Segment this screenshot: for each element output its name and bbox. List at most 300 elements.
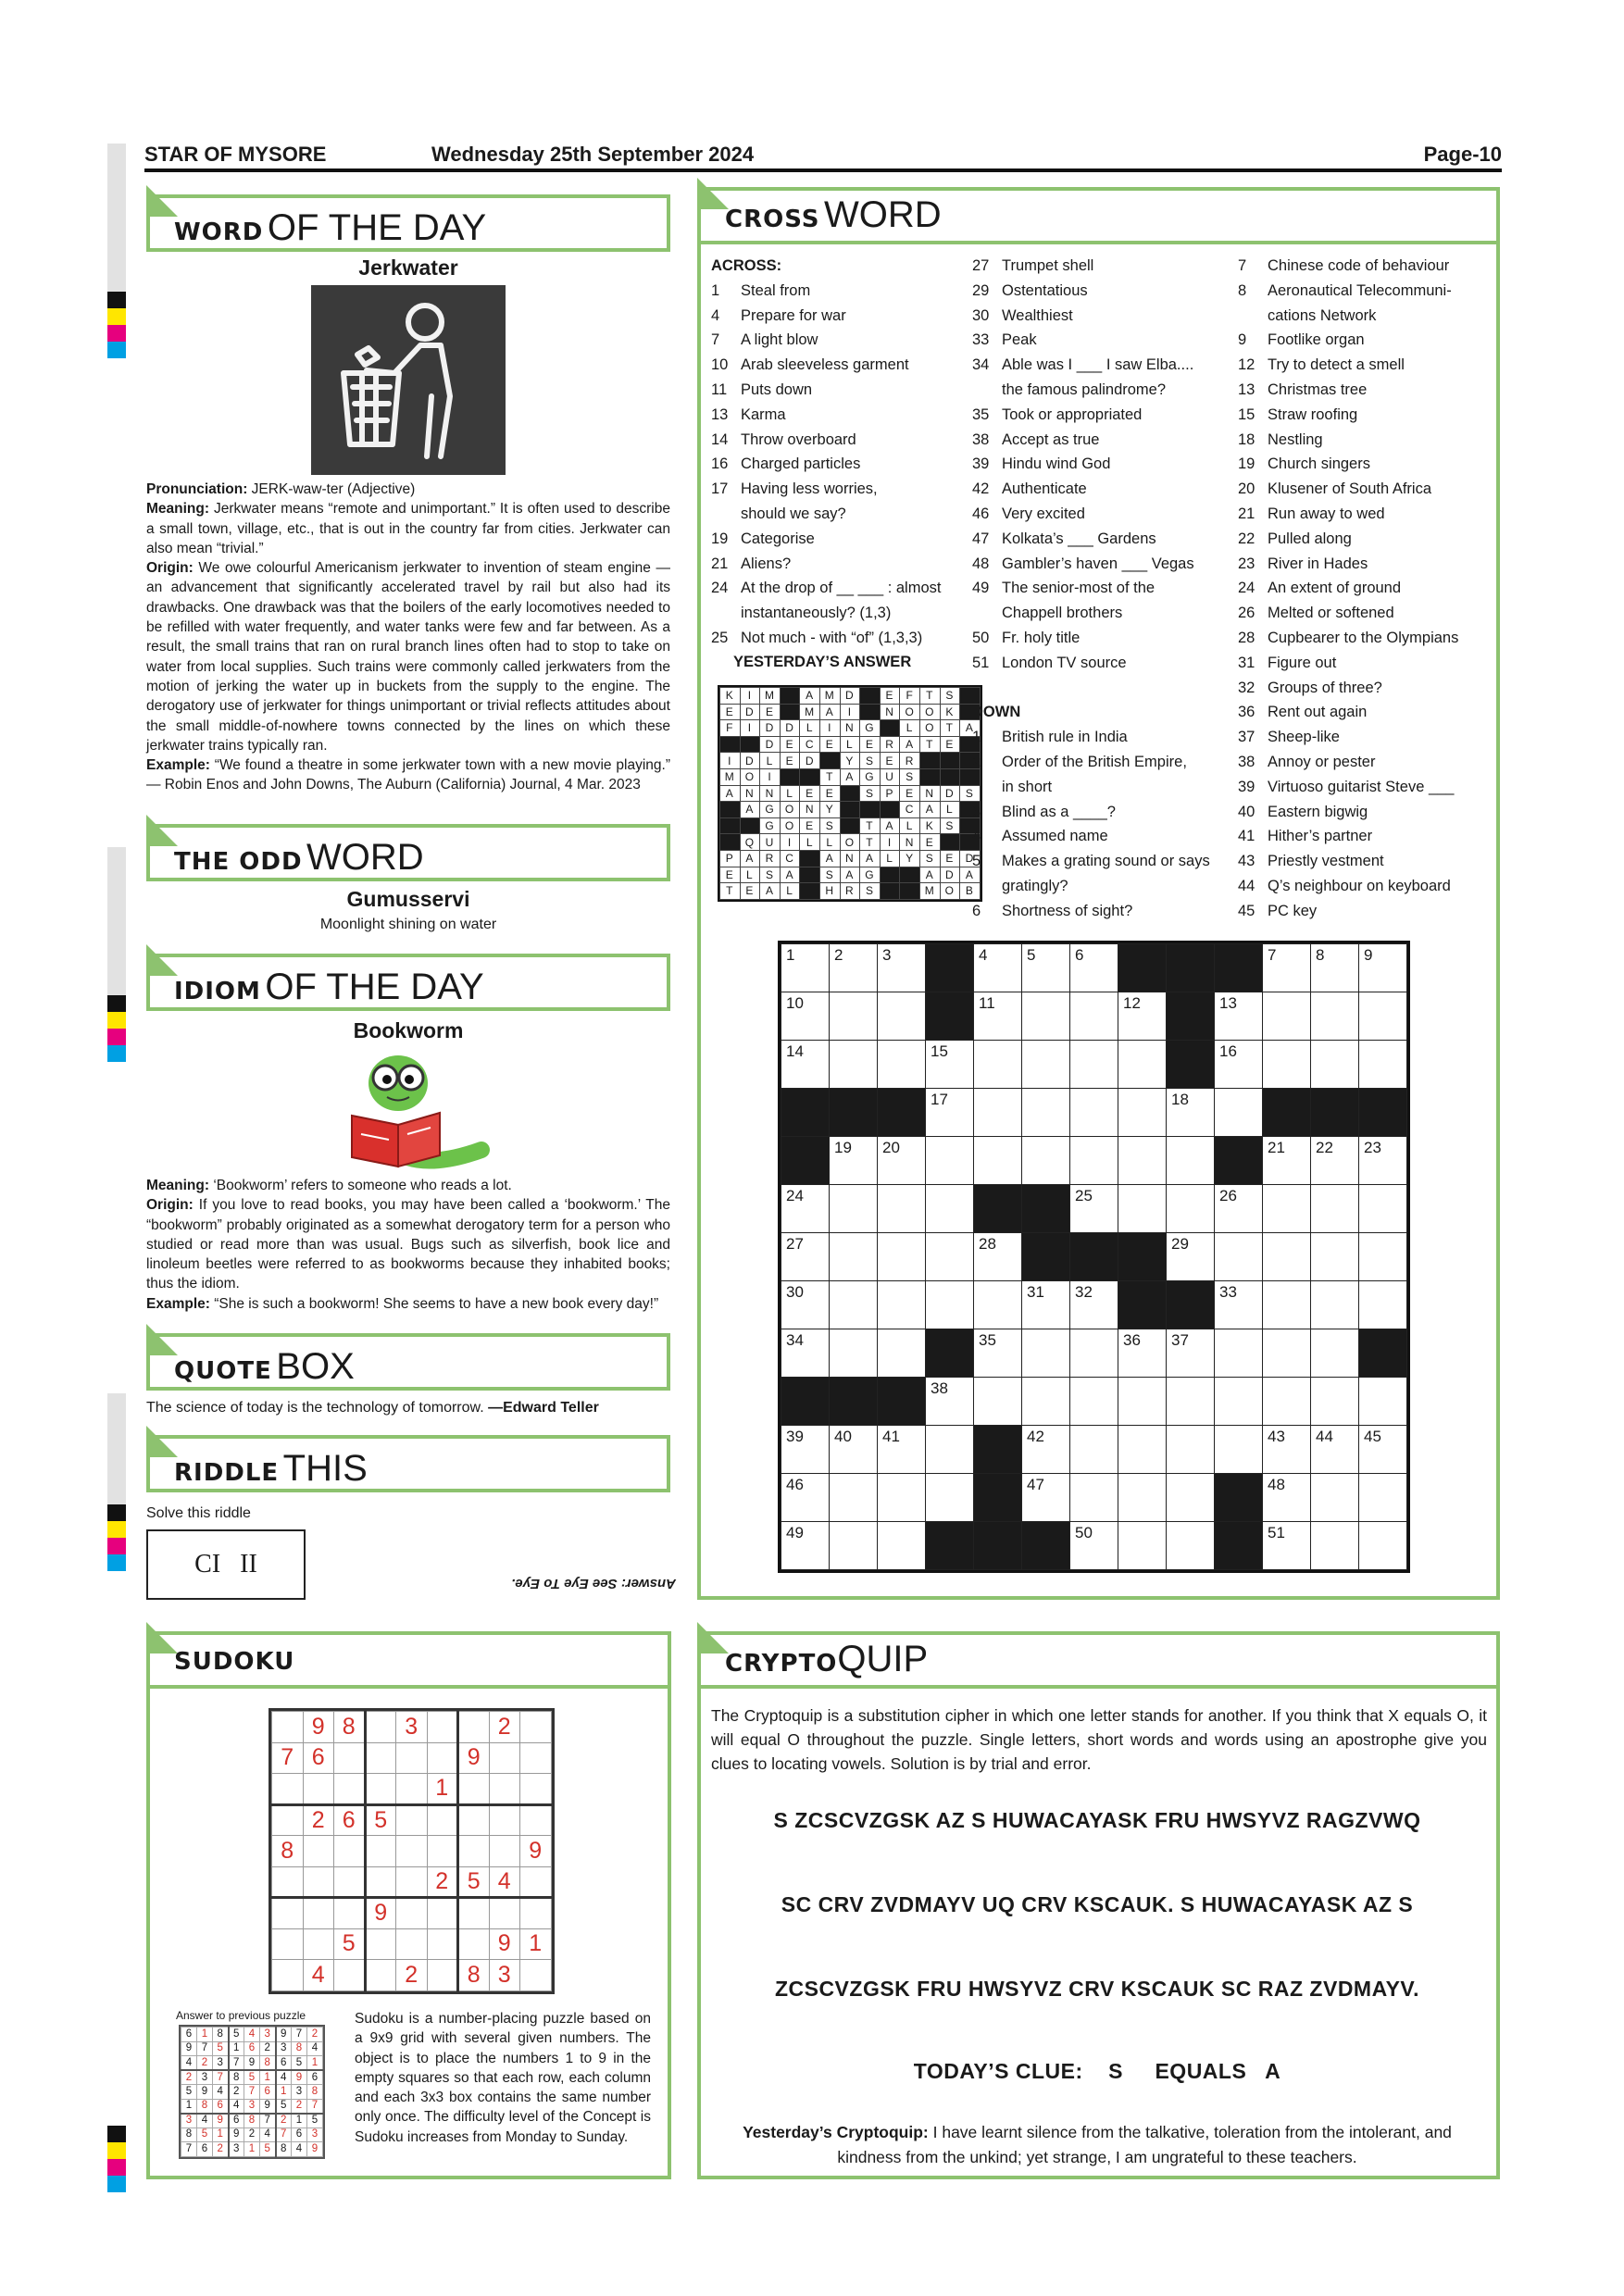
crossword-cell[interactable] (1070, 1041, 1118, 1089)
crossword-cell[interactable] (1167, 1426, 1215, 1474)
sudoku-cell[interactable] (365, 1774, 396, 1805)
answer-cell: M (720, 768, 741, 785)
sudoku-cell[interactable] (427, 1928, 458, 1960)
crossword-cell[interactable] (1311, 1233, 1359, 1281)
crossword-black-cell (1118, 944, 1167, 992)
answer-cell: L (900, 817, 920, 834)
sudoku-cell[interactable] (396, 1804, 428, 1836)
sudoku-cell[interactable] (396, 1742, 428, 1774)
sudoku-cell[interactable]: 9 (458, 1742, 490, 1774)
sudoku-cell[interactable] (365, 1742, 396, 1774)
crossword-cell[interactable]: 46 (781, 1474, 830, 1522)
sudoku-cell[interactable]: 2 (396, 1960, 428, 1991)
crossword-cell[interactable] (878, 992, 926, 1041)
crossword-cell[interactable] (1118, 1137, 1167, 1185)
crossword-cell[interactable]: 17 (926, 1089, 974, 1137)
sudoku-cell[interactable] (520, 1960, 552, 1991)
sudoku-cell[interactable] (520, 1774, 552, 1805)
crossword-cell[interactable] (1215, 1089, 1263, 1137)
previous-answer-cell: 4 (197, 2114, 213, 2128)
previous-answer-cell: 5 (213, 2041, 229, 2056)
sudoku-cell[interactable]: 8 (272, 1836, 304, 1867)
crossword-cell[interactable] (1311, 1474, 1359, 1522)
crossword-cell[interactable]: 21 (1263, 1137, 1311, 1185)
crossword-cell[interactable] (1070, 1137, 1118, 1185)
clue-item (1238, 279, 1497, 304)
sudoku-cell[interactable] (458, 1712, 490, 1743)
sudoku-cell[interactable] (365, 1960, 396, 1991)
previous-answer-cell: 9 (229, 2128, 244, 2142)
sudoku-cell[interactable] (303, 1866, 334, 1898)
answer-cell: P (720, 850, 741, 867)
crossword-cell[interactable]: 4 (974, 944, 1022, 992)
sudoku-cell[interactable] (303, 1928, 334, 1960)
answer-cell: O (780, 817, 800, 834)
clue-text: Rent out again (1268, 704, 1368, 721)
sudoku-cell[interactable] (272, 1712, 304, 1743)
sudoku-cell[interactable] (427, 1960, 458, 1991)
crossword-black-cell (781, 1089, 830, 1137)
sudoku-cell[interactable]: 2 (427, 1866, 458, 1898)
sudoku-cell[interactable] (272, 1898, 304, 1929)
crossword-cell[interactable]: 47 (1022, 1474, 1070, 1522)
clue-number: 22 (1238, 530, 1255, 547)
crossword-cell[interactable] (1359, 1378, 1407, 1426)
crossword-cell[interactable] (1022, 1378, 1070, 1426)
crossword-cell[interactable] (1118, 1089, 1167, 1137)
crossword-cell[interactable] (1070, 1378, 1118, 1426)
crossword-cell[interactable]: 25 (1070, 1185, 1118, 1233)
clue-number: 1 (711, 281, 720, 299)
sudoku-cell[interactable] (427, 1804, 458, 1836)
previous-answer-cell: 3 (276, 2041, 292, 2056)
crossword-cell[interactable] (1311, 1329, 1359, 1378)
crossword-cell[interactable] (1215, 1233, 1263, 1281)
sudoku-cell[interactable]: 2 (489, 1712, 520, 1743)
answer-cell: G (860, 720, 881, 737)
crossword-cell[interactable] (1359, 992, 1407, 1041)
sudoku-cell[interactable]: 4 (303, 1960, 334, 1991)
sudoku-cell[interactable] (520, 1866, 552, 1898)
previous-answer-cell: 8 (260, 2056, 276, 2071)
crossword-cell[interactable] (1263, 992, 1311, 1041)
crossword-cell[interactable]: 40 (830, 1426, 878, 1474)
crossword-cell[interactable] (1311, 1281, 1359, 1329)
sudoku-cell[interactable]: 8 (458, 1960, 490, 1991)
sudoku-cell[interactable] (520, 1742, 552, 1774)
crossword-cell[interactable] (830, 1233, 878, 1281)
crossword-cell[interactable] (1118, 1426, 1167, 1474)
crossword-cell[interactable] (1118, 1522, 1167, 1570)
crossword-cell[interactable] (974, 1281, 1022, 1329)
crossword-cell[interactable]: 20 (878, 1137, 926, 1185)
crossword-cell[interactable]: 37 (1167, 1329, 1215, 1378)
crossword-cell[interactable]: 48 (1263, 1474, 1311, 1522)
clue-item (972, 452, 1231, 477)
crossword-black-cell (878, 1089, 926, 1137)
crossword-cell[interactable] (830, 1041, 878, 1089)
sudoku-cell[interactable] (427, 1836, 458, 1867)
crossword-cell[interactable] (974, 1137, 1022, 1185)
crossword-cell[interactable] (1118, 1041, 1167, 1089)
crossword-cell[interactable]: 12 (1118, 992, 1167, 1041)
crossword-cell[interactable]: 45 (1359, 1426, 1407, 1474)
crossword-cell[interactable]: 3 (878, 944, 926, 992)
sudoku-cell[interactable] (272, 1960, 304, 1991)
crossword-cell[interactable] (1311, 1185, 1359, 1233)
crossword-cell[interactable] (1359, 1185, 1407, 1233)
crossword-cell[interactable] (830, 1522, 878, 1570)
sudoku-cell[interactable] (334, 1960, 366, 1991)
crossword-cell[interactable]: 31 (1022, 1281, 1070, 1329)
previous-answer-cell: 4 (229, 2099, 244, 2114)
sudoku-cell[interactable] (396, 1928, 428, 1960)
sudoku-cell[interactable]: 5 (458, 1866, 490, 1898)
clue-item (711, 279, 961, 304)
sudoku-cell[interactable] (334, 1866, 366, 1898)
crossword-cell[interactable] (878, 1329, 926, 1378)
previous-answer-cell: 5 (244, 2070, 260, 2085)
previous-answer-cell: 4 (292, 2142, 307, 2157)
crossword-cell[interactable] (926, 1474, 974, 1522)
clue-item (972, 477, 1231, 502)
crossword-cell[interactable]: 23 (1359, 1137, 1407, 1185)
crossword-cell[interactable]: 2 (830, 944, 878, 992)
word-of-day-body: Pronunciation: JERK-waw-ter (Adjective) Meaning: Jerkwater means “remote and unimportant.” It is often used to describe a small town, village, etc., that is out in the country far from cities. Jerkwater can also mean “trivial.” Origin: We owe colourful Americanism jerkwater to invention of steam engine — an advancement that significantly accelerated travel by rail but also had its drawbacks. One drawback was that the boilers of the early locomotives needed to be refilled with water frequently, and water tanks were few and far between. As a result, the small trains that ran on rural branch lines often had to stop to take on water from local supplies. Such trains were commonly called jerkwaters from the motion of jerking the water up in buckets from the supply to the engine. The derogatory use of jerkwater for things unimportant or trivial reflects attitudes about the small middle-of-nowhere towns connected by the lines on which these jerkwater trains typically ran. Example: “We found a theatre in some jerkwater town with a new movie playing.” — Robin Enos and John Downs, The Auburn (California) Journal, 4 Mar. 2023 (146, 481, 670, 793)
answer-cell: G (860, 768, 881, 785)
crossword-cell[interactable]: 6 (1070, 944, 1118, 992)
crossword-cell[interactable]: 5 (1022, 944, 1070, 992)
sudoku-cell[interactable]: 2 (303, 1804, 334, 1836)
sudoku-cell[interactable]: 9 (365, 1898, 396, 1929)
sudoku-cell[interactable] (396, 1898, 428, 1929)
previous-answer-cell: 5 (260, 2142, 276, 2157)
crossword-cell[interactable] (1022, 1089, 1070, 1137)
sudoku-cell[interactable] (427, 1898, 458, 1929)
crossword-cell[interactable] (1167, 1474, 1215, 1522)
crossword-cell[interactable] (1311, 1522, 1359, 1570)
crossword-cell[interactable]: 32 (1070, 1281, 1118, 1329)
answer-black-cell (940, 834, 960, 851)
yesterday-answer-label: YESTERDAY’S ANSWER (733, 654, 912, 670)
crossword-cell[interactable]: 10 (781, 992, 830, 1041)
sudoku-cell[interactable] (365, 1928, 396, 1960)
clue-item (711, 601, 961, 626)
sudoku-cell[interactable] (520, 1898, 552, 1929)
previous-answer-cell: 7 (307, 2099, 323, 2114)
sudoku-cell[interactable]: 6 (303, 1742, 334, 1774)
sudoku-cell[interactable]: 9 (489, 1928, 520, 1960)
crossword-cell[interactable]: 42 (1022, 1426, 1070, 1474)
sudoku-cell[interactable] (334, 1836, 366, 1867)
clue-text: Klusener of South Africa (1268, 480, 1432, 498)
crossword-cell[interactable] (1263, 1041, 1311, 1089)
answer-cell: E (860, 736, 881, 753)
crossword-cell[interactable] (1118, 1474, 1167, 1522)
clue-item (972, 601, 1231, 626)
previous-answer-cell: 2 (181, 2070, 197, 2085)
crossword-cell[interactable] (1359, 1474, 1407, 1522)
answer-black-cell (860, 704, 881, 720)
sudoku-cell[interactable] (427, 1742, 458, 1774)
sudoku-cell[interactable] (303, 1836, 334, 1867)
sudoku-cell[interactable] (458, 1928, 490, 1960)
crossword-cell[interactable] (1359, 1041, 1407, 1089)
clue-item (972, 849, 1231, 874)
crossword-cell[interactable]: 26 (1215, 1185, 1263, 1233)
answer-cell: I (740, 688, 760, 705)
answer-cell: A (900, 736, 920, 753)
quote-text: The science of today is the technology of tomorrow. —Edward Teller (146, 1400, 599, 1416)
sudoku-cell[interactable] (334, 1898, 366, 1929)
previous-answer-cell: 3 (213, 2056, 229, 2071)
crossword-cell[interactable] (878, 1281, 926, 1329)
crossword-black-cell (781, 1137, 830, 1185)
crossword-cell[interactable]: 49 (781, 1522, 830, 1570)
crossword-cell[interactable]: 51 (1263, 1522, 1311, 1570)
crossword-cell[interactable] (830, 1281, 878, 1329)
clue-item (711, 452, 961, 477)
crossword-cell[interactable]: 29 (1167, 1233, 1215, 1281)
clue-item (972, 576, 1231, 601)
clue-item (1238, 254, 1497, 279)
crossword-cell[interactable] (1022, 1137, 1070, 1185)
crossword-cell[interactable] (878, 1185, 926, 1233)
sudoku-cell[interactable]: 1 (520, 1928, 552, 1960)
sudoku-cell[interactable] (272, 1928, 304, 1960)
crossword-cell[interactable] (926, 1426, 974, 1474)
crossword-cell[interactable] (1167, 1378, 1215, 1426)
clue-number: 5 (972, 853, 981, 870)
crossword-cell[interactable] (830, 1474, 878, 1522)
crossword-cell[interactable]: 35 (974, 1329, 1022, 1378)
crossword-cell[interactable] (926, 1137, 974, 1185)
crossword-cell[interactable] (1263, 1329, 1311, 1378)
clue-text: Wealthiest (1002, 306, 1073, 324)
crossword-cell[interactable] (1070, 1474, 1118, 1522)
sudoku-cell[interactable] (520, 1804, 552, 1836)
crossword-cell[interactable]: 7 (1263, 944, 1311, 992)
crossword-cell[interactable] (1070, 1426, 1118, 1474)
clue-text: Arab sleeveless garment (741, 356, 909, 374)
crossword-cell[interactable]: 13 (1215, 992, 1263, 1041)
clue-text: London TV source (1002, 654, 1127, 671)
sudoku-cell[interactable] (489, 1804, 520, 1836)
crossword-cell[interactable] (974, 1089, 1022, 1137)
clue-item (1238, 775, 1497, 800)
previous-answer-cell: 2 (292, 2099, 307, 2114)
answer-black-cell (840, 785, 860, 802)
answer-cell: A (819, 704, 840, 720)
crossword-cell[interactable] (1022, 992, 1070, 1041)
crossword-cell[interactable] (1263, 1378, 1311, 1426)
sudoku-cell[interactable] (365, 1866, 396, 1898)
sudoku-cell[interactable] (272, 1866, 304, 1898)
crossword-cell[interactable] (1118, 1185, 1167, 1233)
clue-text: An extent of ground (1268, 580, 1402, 597)
crossword-cell[interactable]: 43 (1263, 1426, 1311, 1474)
sudoku-cell[interactable] (489, 1836, 520, 1867)
clue-text: Order of the British Empire, (1002, 753, 1187, 770)
sudoku-cell[interactable]: 5 (334, 1928, 366, 1960)
crossword-cell[interactable] (974, 1041, 1022, 1089)
sudoku-cell[interactable] (303, 1774, 334, 1805)
crossword-cell[interactable] (878, 1474, 926, 1522)
crossword-cell[interactable]: 24 (781, 1185, 830, 1233)
crossword-cell[interactable] (1311, 992, 1359, 1041)
crossword-black-cell (830, 1378, 878, 1426)
sudoku-cell[interactable] (458, 1804, 490, 1836)
sudoku-cell[interactable]: 9 (303, 1712, 334, 1743)
sudoku-cell[interactable]: 9 (520, 1836, 552, 1867)
sudoku-cell[interactable] (458, 1836, 490, 1867)
sudoku-cell[interactable] (458, 1898, 490, 1929)
sudoku-cell[interactable] (303, 1898, 334, 1929)
crossword-cell[interactable] (1359, 1522, 1407, 1570)
crossword-cell[interactable] (926, 1185, 974, 1233)
crossword-cell[interactable]: 15 (926, 1041, 974, 1089)
crossword-cell[interactable] (974, 1378, 1022, 1426)
crossword-cell[interactable] (1070, 1329, 1118, 1378)
answer-black-cell (720, 736, 741, 753)
crossword-cell[interactable]: 50 (1070, 1522, 1118, 1570)
crossword-cell[interactable]: 44 (1311, 1426, 1359, 1474)
crossword-cell[interactable]: 38 (926, 1378, 974, 1426)
sudoku-cell[interactable] (334, 1742, 366, 1774)
crossword-cell[interactable] (1167, 1137, 1215, 1185)
sudoku-cell[interactable] (427, 1712, 458, 1743)
crossword-cell[interactable] (1022, 1041, 1070, 1089)
crossword-cell[interactable]: 8 (1311, 944, 1359, 992)
crossword-cell[interactable]: 11 (974, 992, 1022, 1041)
answer-cell: O (940, 883, 960, 900)
sudoku-cell[interactable] (489, 1774, 520, 1805)
sudoku-cell[interactable] (520, 1712, 552, 1743)
sudoku-cell[interactable] (272, 1774, 304, 1805)
clue-number: 6 (972, 902, 981, 919)
crossword-cell[interactable]: 16 (1215, 1041, 1263, 1089)
answer-cell: D (740, 753, 760, 769)
crossword-cell[interactable] (1167, 1185, 1215, 1233)
sudoku-cell[interactable]: 8 (334, 1712, 366, 1743)
answer-cell: O (900, 704, 920, 720)
clue-item (1238, 304, 1497, 329)
crossword-cell[interactable] (1311, 1041, 1359, 1089)
crossword-cell[interactable]: 27 (781, 1233, 830, 1281)
clue-number: 17 (711, 480, 729, 498)
crossword-cell[interactable] (878, 1041, 926, 1089)
sudoku-cell[interactable]: 3 (396, 1712, 428, 1743)
crossword-cell[interactable] (878, 1522, 926, 1570)
sudoku-cell[interactable] (458, 1774, 490, 1805)
crossword-cell[interactable] (1022, 1329, 1070, 1378)
sudoku-cell[interactable]: 1 (427, 1774, 458, 1805)
crossword-cell[interactable] (1311, 1378, 1359, 1426)
crossword-cell[interactable] (1167, 1522, 1215, 1570)
crossword-cell[interactable] (1263, 1281, 1311, 1329)
crossword-cell[interactable]: 34 (781, 1329, 830, 1378)
previous-answer-cell: 9 (276, 2028, 292, 2042)
crossword-cell[interactable]: 18 (1167, 1089, 1215, 1137)
answer-black-cell (740, 736, 760, 753)
crossword-cell[interactable]: 22 (1311, 1137, 1359, 1185)
crossword-cell[interactable] (1215, 1329, 1263, 1378)
answer-black-cell (880, 720, 900, 737)
sudoku-cell[interactable] (489, 1898, 520, 1929)
crossword-cell[interactable] (830, 1185, 878, 1233)
crossword-cell[interactable]: 33 (1215, 1281, 1263, 1329)
answer-black-cell (880, 802, 900, 818)
crossword-cell[interactable] (830, 1329, 878, 1378)
sudoku-cell[interactable]: 7 (272, 1742, 304, 1774)
answer-cell: L (880, 850, 900, 867)
sudoku-cell[interactable]: 5 (365, 1804, 396, 1836)
sudoku-cell[interactable] (272, 1804, 304, 1836)
crossword-cell[interactable]: 41 (878, 1426, 926, 1474)
previous-answer-cell: 7 (197, 2041, 213, 2056)
crossword-cell[interactable] (1263, 1185, 1311, 1233)
crossword-cell[interactable] (1070, 1089, 1118, 1137)
sudoku-cell[interactable] (334, 1774, 366, 1805)
answer-cell: L (800, 720, 820, 737)
previous-answer-cell: 4 (307, 2041, 323, 2056)
sudoku-cell[interactable]: 6 (334, 1804, 366, 1836)
sudoku-cell[interactable] (396, 1866, 428, 1898)
previous-answer-cell: 8 (181, 2128, 197, 2142)
crossword-cell[interactable]: 36 (1118, 1329, 1167, 1378)
crossword-cell[interactable] (830, 992, 878, 1041)
crossword-cell[interactable]: 28 (974, 1233, 1022, 1281)
crossword-cell[interactable]: 1 (781, 944, 830, 992)
cryptoquip-clue: TODAY’S CLUE: S EQUALS A (913, 2059, 1281, 2083)
crossword-cell[interactable] (926, 1233, 974, 1281)
previous-answer-cell: 1 (181, 2099, 197, 2114)
crossword-black-cell (1070, 1233, 1118, 1281)
answer-black-cell (840, 802, 860, 818)
crossword-cell[interactable] (1215, 1378, 1263, 1426)
answer-black-cell (780, 704, 800, 720)
crossword-cell[interactable]: 14 (781, 1041, 830, 1089)
crossword-black-cell (1215, 1137, 1263, 1185)
sudoku-cell[interactable]: 3 (489, 1960, 520, 1991)
crossword-cell[interactable]: 30 (781, 1281, 830, 1329)
crossword-cell[interactable] (1359, 1233, 1407, 1281)
sudoku-cell[interactable] (489, 1742, 520, 1774)
crossword-cell[interactable]: 39 (781, 1426, 830, 1474)
crossword-cell[interactable] (1359, 1281, 1407, 1329)
crossword-cell[interactable] (1215, 1426, 1263, 1474)
quote-header: QUOTE BOX (146, 1333, 670, 1391)
clue-text: Able was I ___ I saw Elba.... (1002, 356, 1194, 374)
odd-word-meaning: Moonlight shining on water (319, 917, 497, 932)
sudoku-cell[interactable] (396, 1774, 428, 1805)
clue-text: Aeronautical Telecommuni- (1268, 281, 1452, 299)
sudoku-cell[interactable]: 4 (489, 1866, 520, 1898)
crossword-cell[interactable] (926, 1281, 974, 1329)
sudoku-cell[interactable] (365, 1712, 396, 1743)
crossword-cell[interactable] (1070, 992, 1118, 1041)
sudoku-cell[interactable] (396, 1836, 428, 1867)
crossword-cell[interactable] (878, 1233, 926, 1281)
sudoku-cell[interactable] (365, 1836, 396, 1867)
clue-item (1238, 899, 1497, 924)
crossword-cell[interactable]: 19 (830, 1137, 878, 1185)
clue-number: 32 (1238, 679, 1255, 696)
crossword-cell[interactable] (1118, 1378, 1167, 1426)
crossword-cell[interactable] (1263, 1233, 1311, 1281)
clue-item (711, 428, 961, 453)
crossword-cell[interactable]: 9 (1359, 944, 1407, 992)
